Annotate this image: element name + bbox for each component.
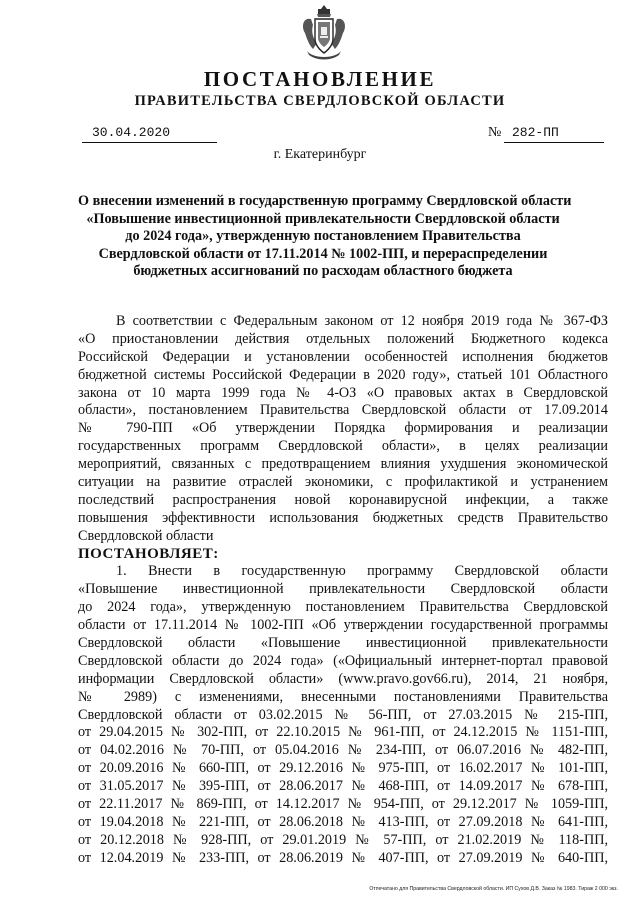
document-body [78,313,608,868]
resolves-heading: ПОСТАНОВЛЯЕТ: [78,545,219,562]
body-line: В соответствии с Федеральным законом от 12 ноября 2019 года № 367-ФЗ [116,313,608,329]
body-line: Свердловской области от 03.02.2015 № 56-ПП, от 27.03.2015 № 215-ПП, [78,706,608,723]
body-line: от 22.11.2017 № 869-ПП, от 14.12.2017 № 954-ПП, от 29.12.2017 № 1059-ПП, [78,796,608,813]
body-line: области от 17.11.2014 № 1002-ПП «Об утверждении государственной программы [78,617,608,634]
body-line: от 20.09.2016 № 660-ПП, от 29.12.2016 № 975-ПП, от 16.02.2017 № 101-ПП, [78,760,608,777]
body-line: последствий распространения новой коронавирусной инфекции, а также [78,491,608,508]
body-line: от 04.02.2016 № 70-ПП, от 05.04.2016 № 234-ПП, от 06.07.2016 № 482-ПП, [78,742,608,759]
body-line: от 31.05.2017 № 395-ПП, от 28.06.2017 № 468-ПП, от 14.09.2017 № 678-ПП, [78,778,608,795]
body-line: Свердловской области до 2024 года» («Официальный интернет-портал правовой [78,652,608,669]
body-line: 1. Внести в государственную программу Свердловской области [116,563,608,580]
coat-of-arms-emblem [301,3,347,61]
title-line: О внесении изменений в государственную программу Свердловской области [78,193,572,209]
document-date: 30.04.2020 [82,124,217,143]
body-line: № 790-ПП «Об утверждении Порядка формирования и реализации [78,420,608,437]
body-line: Свердловской области «Повышение инвестиционной привлекательности [78,635,608,652]
body-line: повышения эффективности использования бюджетных средств Правительство [78,509,608,526]
print-imprint-footer: Отпечатано для Правительства Свердловской области. ИП Сухов Д.В. Заказ № 1983. Тираж 2 000 экз. [369,886,618,892]
document-title [78,193,572,281]
body-line: «О приостановлении действия отдельных положений Бюджетного кодекса [78,330,608,347]
title-line: бюджетных ассигнований по расходам областного бюджета [133,263,513,279]
body-line: от 29.04.2015 № 302-ПП, от 22.10.2015 № 961-ПП, от 24.12.2015 № 1151-ПП, [78,724,608,741]
body-line: от 20.12.2018 № 928-ПП, от 29.01.2019 № 57-ПП, от 21.02.2019 № 118-ПП, [78,831,608,848]
body-line: информации Свердловской области» (www.pravo.gov66.ru), 2014, 21 ноября, [78,670,608,687]
body-line: до 2024 года», утвержденную постановлением Правительства Свердловской [78,599,608,616]
number-sign: № [488,125,502,140]
body-line: мероприятий, связанных с предотвращением влияния ухудшения экономической [78,456,608,473]
body-line: Российской Федерации и установлении особенностей исполнения бюджетов [78,348,608,365]
title-line: «Повышение инвестиционной привлекательности Свердловской области [86,210,560,227]
body-line: ситуации на развитие отраслей экономики, с профилактикой и устранением [78,474,608,491]
body-line: от 19.04.2018 № 221-ПП, от 28.06.2018 № 413-ПП, от 27.09.2018 № 641-ПП, [78,813,608,830]
body-line: закона от 10 марта 1999 года № 4-ОЗ «О правовых актах в Свердловской [78,384,608,401]
preamble-paragraph [78,313,608,546]
body-line: Свердловской области [78,527,214,544]
body-line: государственных программ Свердловской области», в целях реализации [78,438,608,455]
document-number: 282-ПП [504,124,604,143]
body-line: области», постановлением Правительства Свердловской области от 17.09.2014 [78,402,608,419]
document-type-heading: ПОСТАНОВЛЕНИЕ [203,67,437,91]
document-number-block [488,124,610,143]
body-line: бюджетной системы Российской Федерации в 2020 году», статьей 101 Областного [78,366,608,383]
title-line: до 2024 года», утвержденную постановлением Правительства [125,228,521,244]
body-line: «Повышение инвестиционной привлекательности Свердловской области [78,581,608,598]
title-line: Свердловской области от 17.11.2014 № 1002-ПП, и перераспределении [98,245,548,262]
body-line: № 2989) с изменениями, внесенными постановлениями Правительства [78,688,608,705]
place-of-issue: г. Екатеринбург [273,147,367,162]
issuing-authority: ПРАВИТЕЛЬСТВА СВЕРДЛОВСКОЙ ОБЛАСТИ [134,93,506,109]
body-line: от 12.04.2019 № 233-ПП, от 28.06.2019 № 407-ПП, от 27.09.2019 № 640-ПП, [78,849,608,866]
item-1-paragraph [78,563,608,867]
